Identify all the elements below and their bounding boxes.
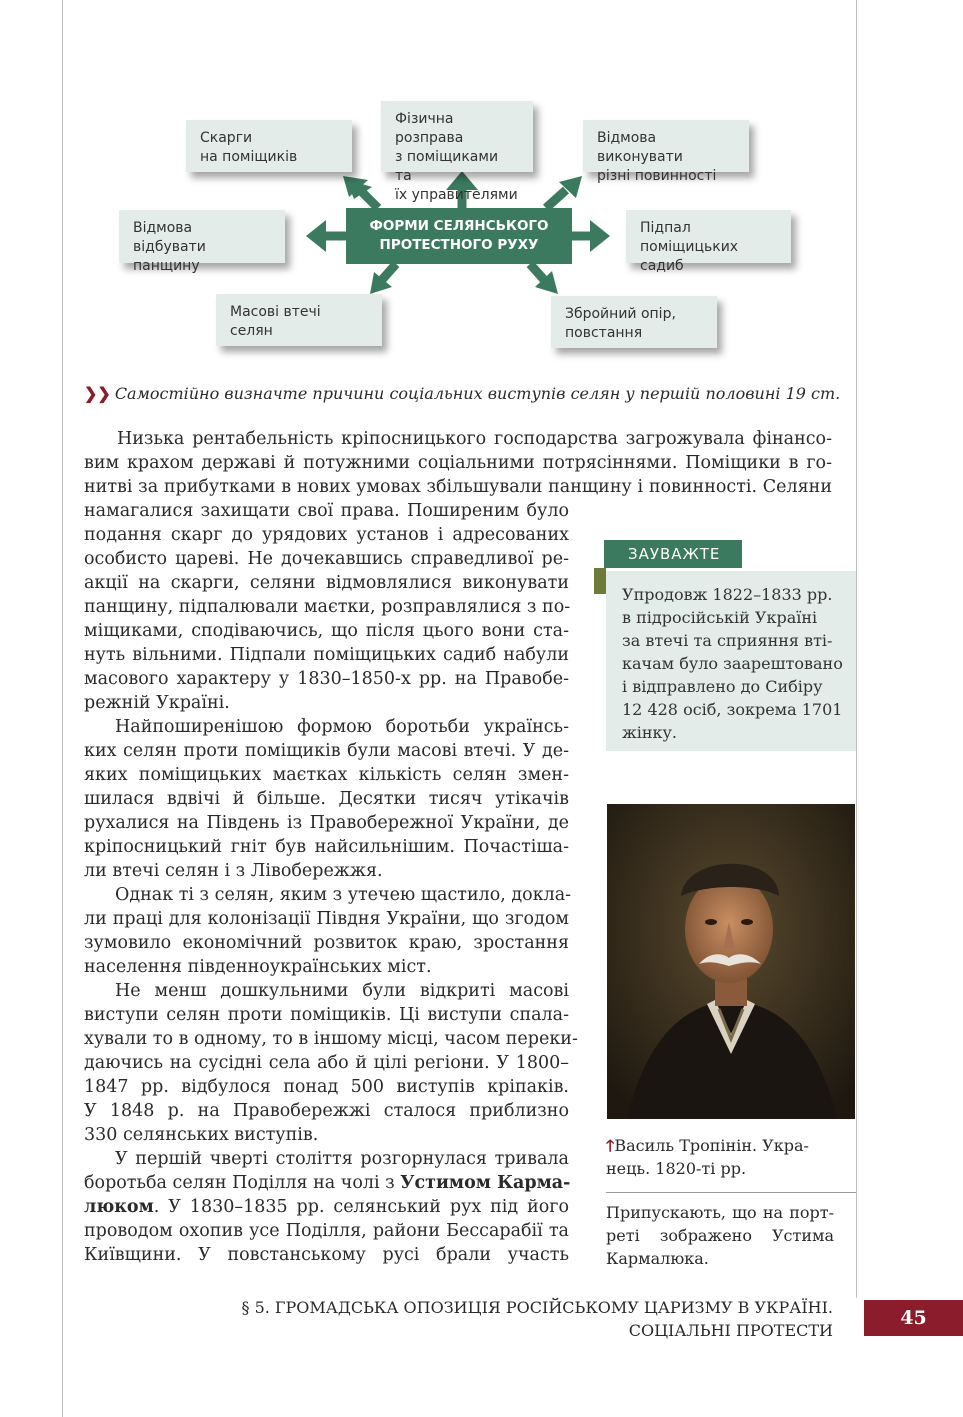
portrait-description: Припускають, що на порт- реті зображено Устима Кармалюка. [606,1203,834,1268]
paragraph-5: У першій чверті століття розгорнулася тривала боротьба селян Поділля на чолі з Устимом Кармa- люком. У 1830–1835 рр. селянський рух під його проводом охопив усе Поділля, райони Бессарабії та Київщини. У повстанському русі брали участь [84,1149,571,1265]
task-prompt [84,384,840,403]
box-refuse-duties: Відмова виконувати різні повинності [583,120,749,172]
paragraph-1-wide: Низька рентабельність кріпосницького господарства загрожувала фінансо- вим крахом державі й потужними соціальними потрясіннями. Поміщики в го- нитві за прибутками в нових умовах збільшували панщину і повинності. Селяни [84,429,832,497]
portrait-image [607,804,855,1119]
portrait-caption: 🡑Василь Тропінін. Укра- нець. 1820-ті рр. [606,1136,809,1178]
karmaliuk-name: Устимом Кармa- [400,1173,571,1193]
page-number: 45 [864,1300,963,1336]
paragraph-2: Найпоширенішою формою боротьби українсь- ких селян проти поміщиків були масові втечі. У де- яких поміщицьких маєтках кількість селян змен- шилася вдвічі й більше. Десятки тисяч утікачів рухалися на Південь із Правобережної України, де кріпосницький гніт був найсильнішим. Почастіша- ли втечі селян і з Лівобережжя. [84,717,569,881]
note-tab-fold [594,568,606,594]
box-complaints: Скарги на поміщиків [186,120,352,172]
caption-divider [606,1192,856,1193]
prompt-text: Самостійно визначте причини соціальних виступів селян у першій половині 19 ст. [114,384,841,403]
paragraph-3: Однак ті з селян, яким з утечею щастило, докла- ли праці для колонізації Півдня України, що згодом зумовило економічний розвиток краю, зростання населення південноукраїнських міст. [84,885,572,977]
note-tab: ЗАУВАЖТЕ [604,540,742,568]
prompt-marker-icon: ❯❯ [84,384,111,403]
paragraph-4: Не менш дошкульними були відкриті масові виступи селян проти поміщиків. Ці виступи спала- хували то в одному, то в іншому місці, часом переки- даючись на сусідні села або й цілі регіони. У 1800– 1847 рр. відбулося понад 500 виступів кріпаків. У 1848 р. на Правобережжі сталося приблизно 330 селянських виступів. [84,981,578,1145]
box-refuse-corvee: Відмова відбувати панщину [119,210,285,263]
note-box: Упродовж 1822–1833 рр. в підросійській Україні за втечі та сприяння вті- качам було заарештовано і відправлено до Сибіру 12 428 осіб, зокрема 1701 жінку. [606,571,856,751]
box-mass-flight: Масові втечі селян [216,294,382,346]
running-footer: § 5. ГРОМАДСЬКА ОПОЗИЦІЯ РОСІЙСЬКОМУ ЦАРИЗМУ В УКРАЇНІ. СОЦІАЛЬНІ ПРОТЕСТИ [241,1298,833,1340]
box-armed-resistance: Збройний опір, повстання [551,296,717,348]
diagram-center-title: ФОРМИ СЕЛЯНСЬКОГО ПРОТЕСТНОГО РУХУ [346,208,572,264]
box-physical-violence: Фізична розправа з поміщиками та їх управителями [381,101,533,172]
box-arson: Підпал поміщицьких садиб [626,210,791,263]
up-arrow-icon: 🡑 [606,1136,615,1155]
paragraph-1-narrow: намагалися захищати свої права. Поширеним було подання скарг до урядових установ і адресованих особисто цареві. Не дочекавшись справедливої ре- акції на скарги, селяни відмовлялися виконувати панщину, підпалювали маєтки, розправлялися з по- міщиками, сподіваючись, що після цього вони ста- нуть вільними. Підпали поміщицьких садиб набули масового характеру у 1830–1850-х рр. на Правобе- режній Україні. [84,501,571,713]
